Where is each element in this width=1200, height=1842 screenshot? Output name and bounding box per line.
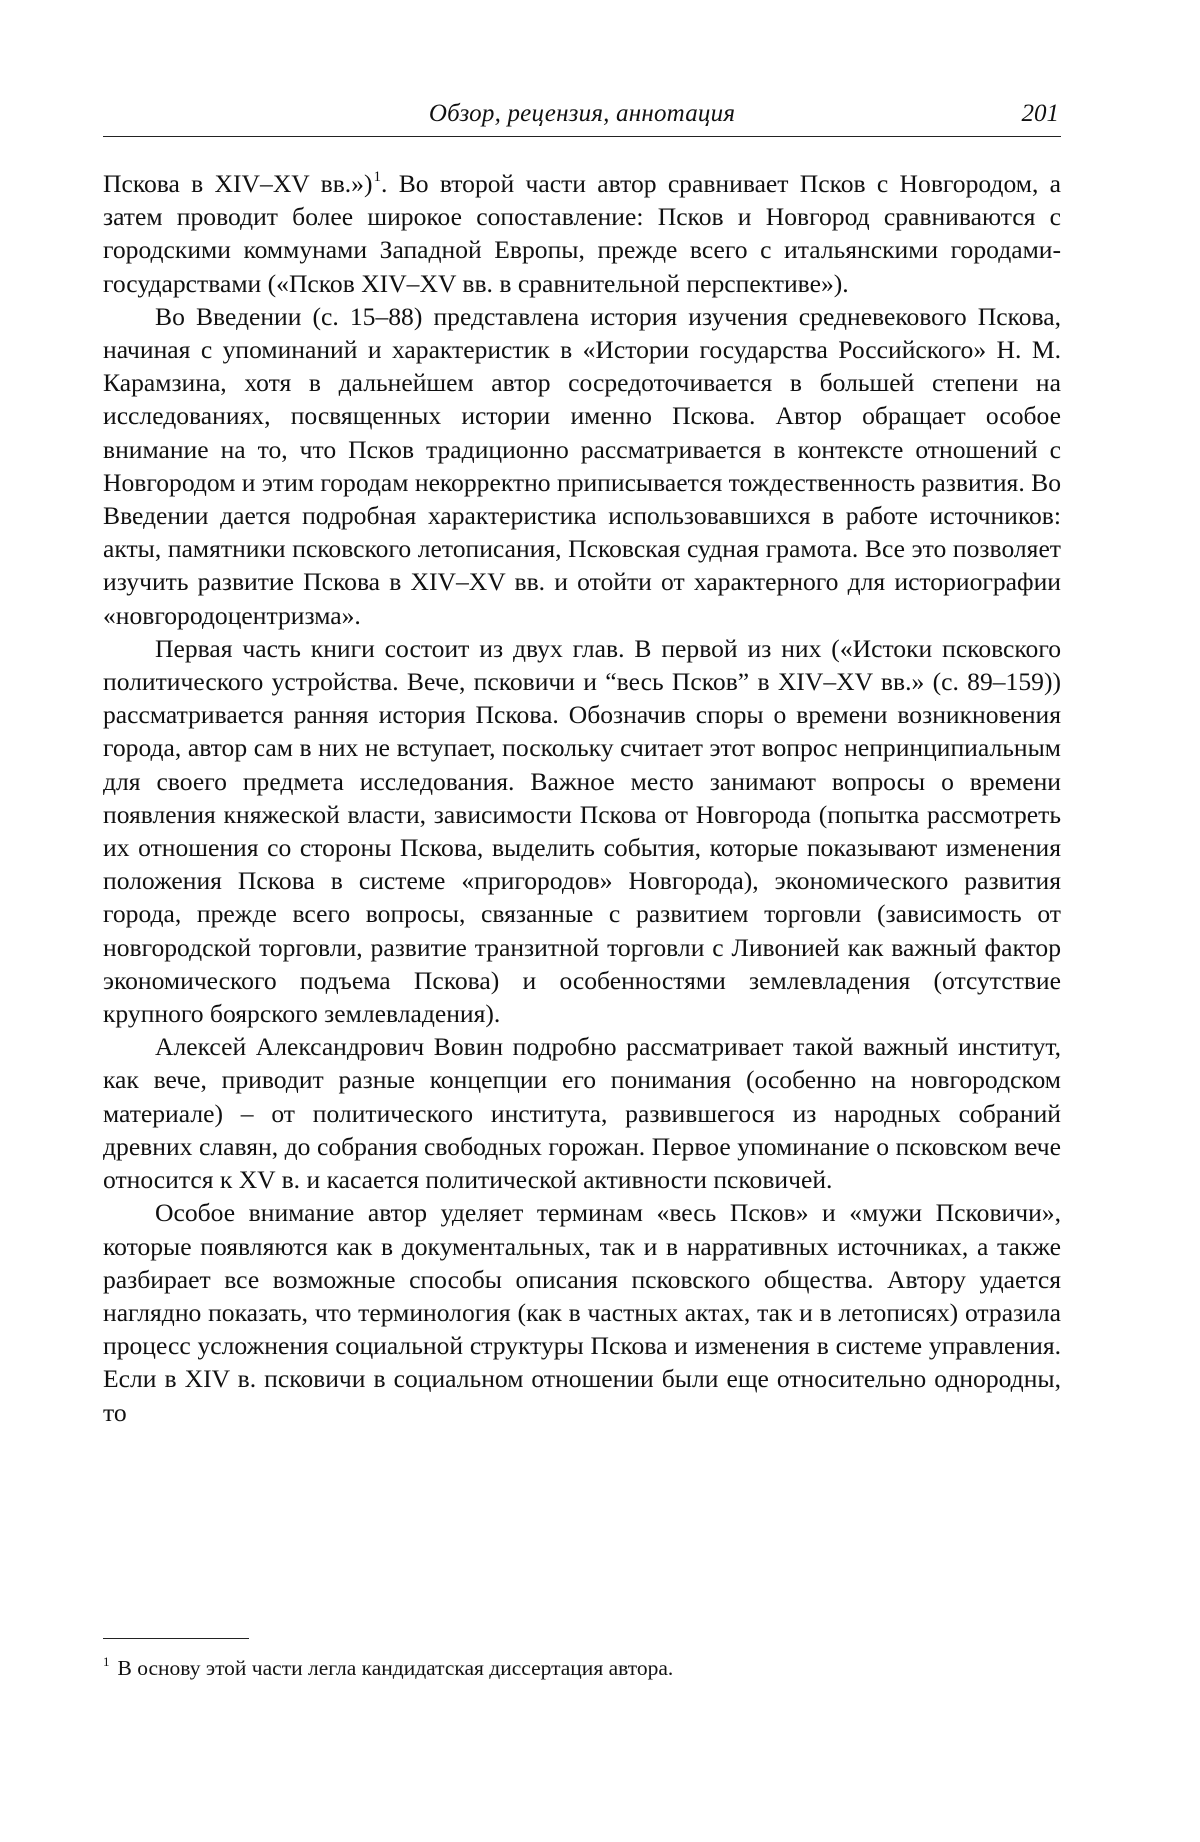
running-header [103, 96, 1061, 137]
footnote-separator [103, 1638, 249, 1639]
paragraph-1-start: Пскова в XIV–XV вв.») [103, 169, 373, 198]
footnote-text: В основу этой части легла кандидатская диссертация автора. [118, 1656, 674, 1680]
footnote-reference[interactable]: 1 [374, 169, 382, 185]
body-text [103, 167, 1061, 1429]
page-number: 201 [1022, 100, 1060, 128]
paragraph-3: Первая часть книги состоит из двух глав. В первой из них («Истоки псковского политического устройства. Вече, псковичи и “весь Псков” в XIV–XV вв.» (с. 89–159)) рассматривается ранняя история Пскова. Обозначив споры о времени возникновения города, автор сам в них не вступает, поскольку считает этот вопрос непринципиальным для своего предмета исследования. Важное место занимают вопросы о времени появления княжеской власти, зависимости Пскова от Новгорода (попытка рассмотреть их отношения со стороны Пскова, выделить события, которые показывают изменения положения Пскова в системе «пригородов» Новгорода), экономического развития города, прежде всего вопросы, связанные с развитием торговли (зависимость от новгородской торговли, развитие транзитной торговли с Ливонией как важный фактор экономического подъема Пскова) и особенностями землевладения (отсутствие крупного боярского землевладения). [103, 632, 1061, 1030]
paragraph-2: Во Введении (с. 15–88) представлена история изучения средневекового Пскова, начиная с упоминаний и характеристик в «Истории государства Российского» Н. М. Карамзина, хотя в дальнейшем автор сосредоточивается в большей степени на исследованиях, посвященных истории именно Пскова. Автор обращает особое внимание на то, что Псков традиционно рассматривается в контексте отношений с Новгородом и этим городам некорректно приписывается тождественность развития. Во Введении дается подробная характеристика использовавшихся в работе источников: акты, памятники псковского летописания, Псковская судная грамота. Все это позволяет изучить развитие Пскова в XIV–XV вв. и отойти от характерного для историографии «новгородоцентризма». [103, 300, 1061, 632]
paragraph-1-rest: . Во второй части автор сравнивает Псков с Новгородом, а затем проводит более широкое сопоставление: Псков и Новгород сравниваются с городскими коммунами Западной Европы, прежде всего с итальянскими городами-государствами («Псков XIV–XV вв. в сравнительной перспективе»). [103, 169, 1061, 298]
footnote [103, 1654, 1061, 1682]
page [103, 96, 1061, 1429]
paragraph-4: Алексей Александрович Вовин подробно рассматривает такой важный институт, как вече, приводит разные концепции его понимания (особенно на новгородском материале) – от политического института, развившегося из народных собраний древних славян, до собрания свободных горожан. Первое упоминание о псковском вече относится к XV в. и касается политической активности псковичей. [103, 1030, 1061, 1196]
paragraph-5: Особое внимание автор уделяет терминам «весь Псков» и «мужи Псковичи», которые появляются как в документальных, так и в нарративных источниках, а также разбирает все возможные способы описания псковского общества. Автору удается наглядно показать, что терминология (как в частных актах, так и в летописях) отразила процесс усложнения социальной структуры Пскова и изменения в системе управления. Если в XIV в. псковичи в социальном отношении были еще относительно однородны, то [103, 1196, 1061, 1428]
paragraph-1 [103, 167, 1061, 300]
running-title: Обзор, рецензия, аннотация [103, 100, 1061, 128]
footnote-marker: 1 [103, 1654, 110, 1669]
